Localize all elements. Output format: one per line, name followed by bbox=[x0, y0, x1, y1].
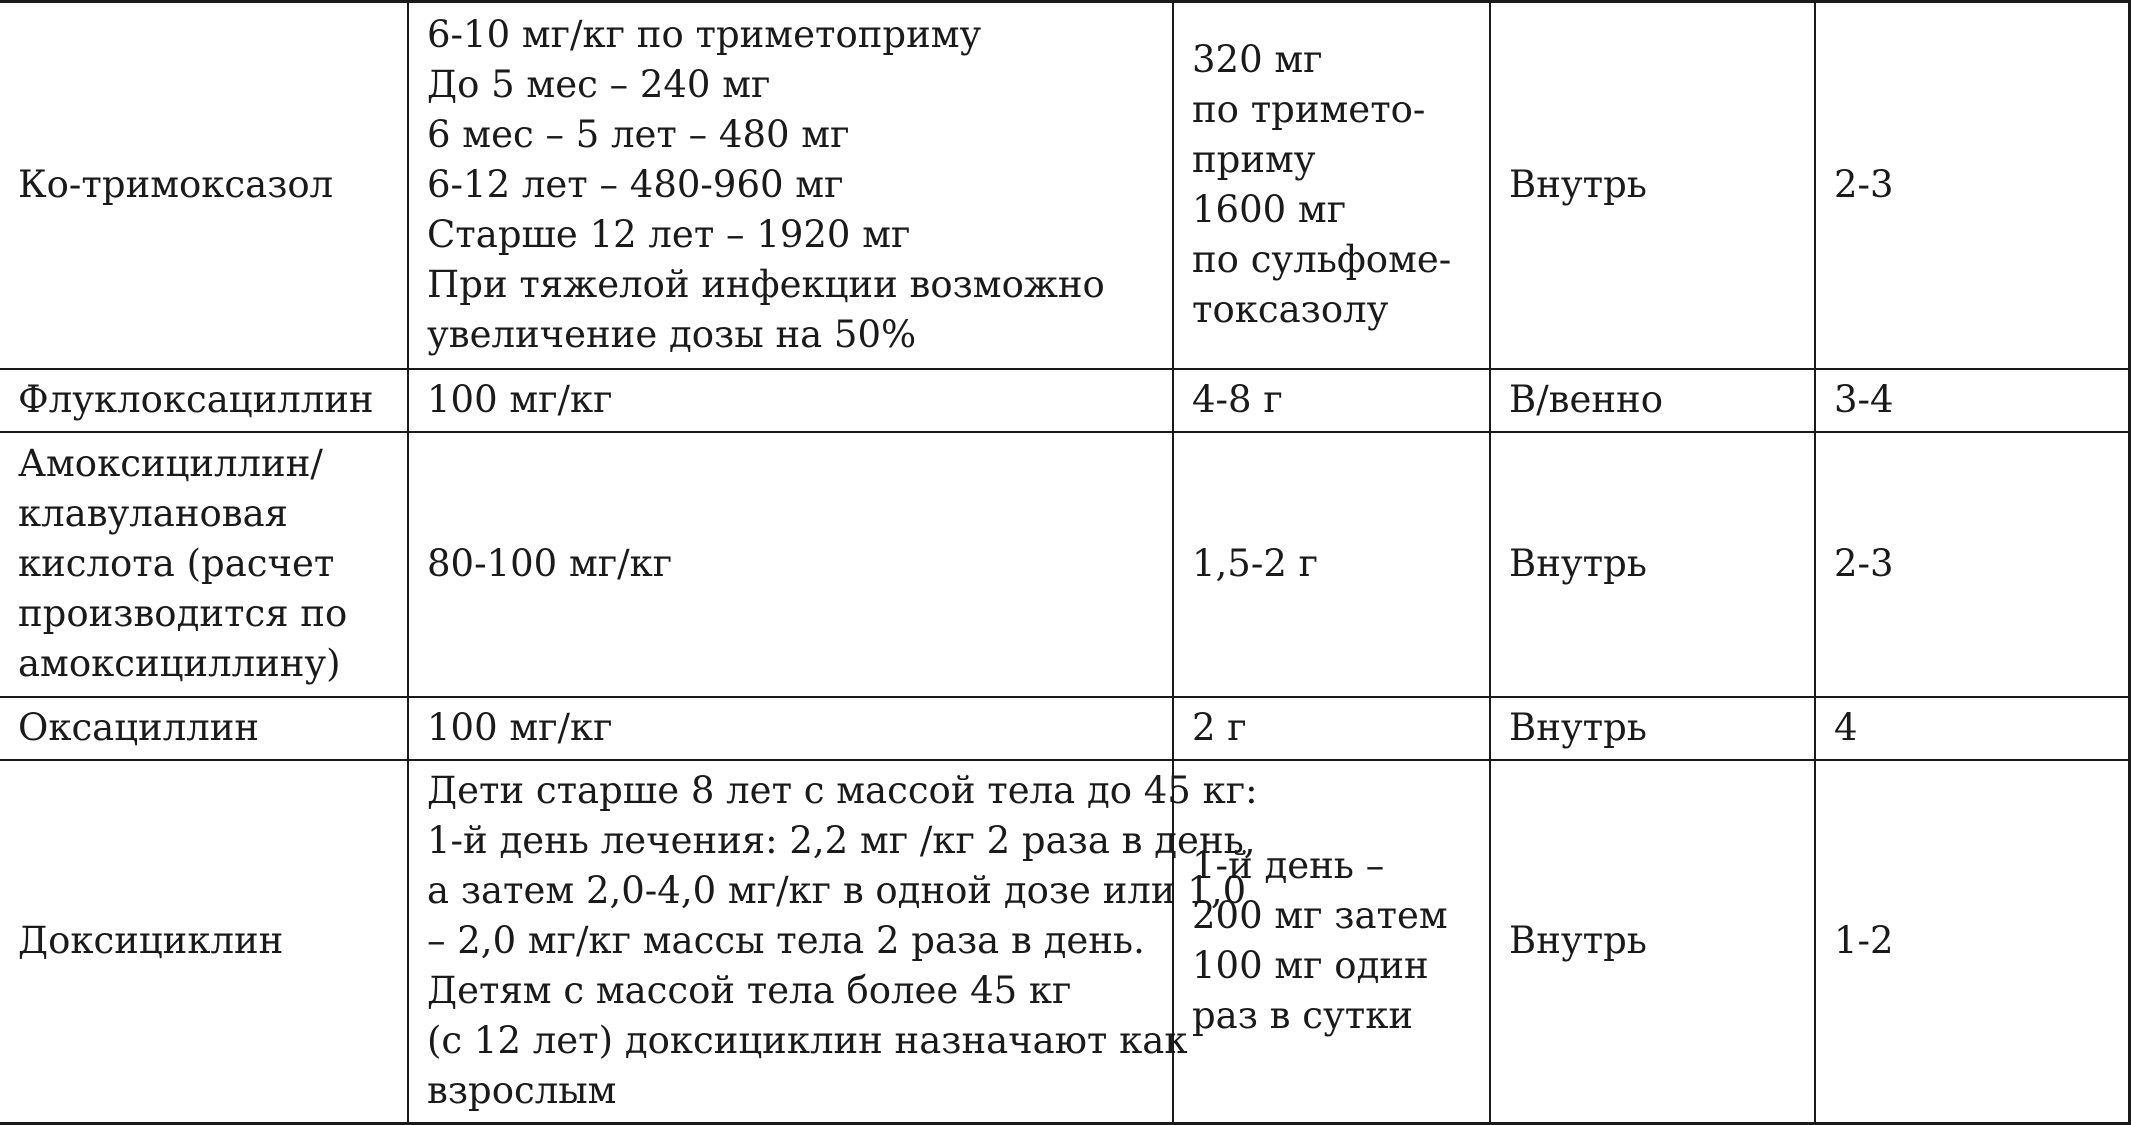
drug-name-line: Оксациллин bbox=[18, 706, 260, 749]
max-dose-text bbox=[1192, 841, 1473, 1041]
dose-text bbox=[427, 10, 1156, 360]
max-dose-line: 100 мг один bbox=[1192, 944, 1429, 988]
frequency-cell bbox=[1815, 2, 2129, 369]
frequency-text: 2-3 bbox=[1834, 542, 1894, 585]
drug-name-line: Доксициклин bbox=[18, 919, 284, 963]
dose-cell bbox=[408, 760, 1258, 1124]
dose-cell bbox=[408, 2, 1173, 369]
dose-line: 80-100 мг/кг bbox=[427, 542, 673, 585]
drug-name-line: кислота (расчет bbox=[18, 542, 335, 585]
dose-line: Детям с массой тела более 45 кг bbox=[427, 969, 1072, 1013]
max-dose-cell bbox=[1173, 697, 1490, 760]
route-cell bbox=[1490, 2, 1815, 369]
drug-name bbox=[18, 916, 391, 966]
dose-text bbox=[427, 766, 1258, 1116]
dose-line: а затем 2,0-4,0 мг/кг в одной дозе или 1,0 bbox=[427, 869, 1247, 913]
max-dose-text bbox=[1192, 703, 1473, 753]
dose-line: – 2,0 мг/кг массы тела 2 раза в день. bbox=[427, 919, 1145, 963]
drug-name bbox=[18, 375, 391, 425]
dose-line: 6 мес – 5 лет – 480 мг bbox=[427, 113, 850, 157]
frequency-cell bbox=[1815, 697, 2129, 760]
max-dose-cell bbox=[1173, 2, 1490, 369]
drug-name bbox=[18, 160, 391, 210]
drug-name-cell bbox=[0, 2, 408, 369]
max-dose-cell bbox=[1173, 760, 1490, 1124]
table-row bbox=[0, 760, 2129, 1124]
max-dose-text bbox=[1192, 539, 1473, 589]
max-dose-line: 1,5-2 г bbox=[1192, 542, 1319, 585]
dose-line: взрослым bbox=[427, 1069, 617, 1113]
max-dose-line: раз в сутки bbox=[1192, 994, 1414, 1038]
drug-name-line: производится по bbox=[18, 592, 348, 635]
frequency-cell bbox=[1815, 760, 2129, 1124]
dose-line: При тяжелой инфекции возможно bbox=[427, 263, 1105, 307]
drug-name-cell bbox=[0, 697, 408, 760]
drug-name bbox=[18, 439, 391, 689]
drug-name-line: клавулановая bbox=[18, 492, 289, 535]
max-dose-line: 4-8 г bbox=[1192, 378, 1283, 421]
dose-cell bbox=[408, 697, 1173, 760]
route-cell bbox=[1490, 432, 1815, 697]
route-cell bbox=[1490, 369, 1815, 432]
frequency-cell bbox=[1815, 432, 2129, 697]
table-row bbox=[0, 432, 2129, 697]
route-text: Внутрь bbox=[1509, 706, 1647, 749]
dose-line: Дети старше 8 лет с массой тела до 45 кг: bbox=[427, 769, 1258, 813]
dose-line: 6-10 мг/кг по триметоприму bbox=[427, 13, 982, 57]
max-dose-line: по сульфоме- bbox=[1192, 238, 1452, 282]
drug-name-line: Флуклоксациллин bbox=[18, 378, 374, 421]
max-dose-line: 320 мг bbox=[1192, 38, 1323, 82]
route-text: В/венно bbox=[1509, 378, 1663, 421]
max-dose-line: 200 мг затем bbox=[1192, 894, 1448, 938]
max-dose-line: токсазолу bbox=[1192, 288, 1389, 332]
table-row bbox=[0, 369, 2129, 432]
drug-name-line: Амоксициллин/ bbox=[18, 442, 323, 485]
dose-line: 1-й день лечения: 2,2 мг /кг 2 раза в день, bbox=[427, 819, 1256, 863]
max-dose-line: приму bbox=[1192, 138, 1316, 182]
max-dose-cell bbox=[1173, 432, 1490, 697]
frequency-text: 2-3 bbox=[1834, 163, 1894, 207]
table-row bbox=[0, 697, 2129, 760]
max-dose-line: по тримето- bbox=[1192, 88, 1426, 132]
frequency-text: 3-4 bbox=[1834, 378, 1894, 421]
frequency-cell bbox=[1815, 369, 2129, 432]
max-dose-text bbox=[1192, 35, 1473, 335]
max-dose-line: 1600 мг bbox=[1192, 188, 1347, 232]
route-text: Внутрь bbox=[1509, 542, 1647, 585]
max-dose-line: 2 г bbox=[1192, 706, 1247, 749]
drug-name-cell bbox=[0, 432, 408, 697]
drug-name-cell bbox=[0, 369, 408, 432]
drug-name-line: Ко-тримоксазол bbox=[18, 163, 334, 207]
dose-cell bbox=[408, 432, 1173, 697]
max-dose-text bbox=[1192, 375, 1473, 425]
max-dose-cell bbox=[1173, 369, 1490, 432]
frequency-text: 4 bbox=[1834, 706, 1858, 749]
drug-name-line: амоксициллину) bbox=[18, 642, 341, 685]
dose-line: 6-12 лет – 480-960 мг bbox=[427, 163, 844, 207]
table-row bbox=[0, 2, 2129, 369]
frequency-text: 1-2 bbox=[1834, 919, 1894, 963]
dose-line: (с 12 лет) доксициклин назначают как bbox=[427, 1019, 1188, 1063]
dose-line: Старше 12 лет – 1920 мг bbox=[427, 213, 911, 257]
drug-name bbox=[18, 703, 391, 753]
dose-text bbox=[427, 703, 1156, 753]
dose-line: До 5 мес – 240 мг bbox=[427, 63, 771, 107]
dose-cell bbox=[408, 369, 1173, 432]
dose-line: 100 мг/кг bbox=[427, 706, 613, 749]
max-dose-line: 1-й день – bbox=[1192, 844, 1385, 888]
route-cell bbox=[1490, 760, 1815, 1124]
drug-name-cell bbox=[0, 760, 408, 1124]
dose-line: 100 мг/кг bbox=[427, 378, 613, 421]
dose-text bbox=[427, 375, 1156, 425]
dose-line: увеличение дозы на 50% bbox=[427, 313, 917, 357]
route-text: Внутрь bbox=[1509, 163, 1647, 207]
route-cell bbox=[1490, 697, 1815, 760]
route-text: Внутрь bbox=[1509, 919, 1647, 963]
dose-text bbox=[427, 539, 1156, 589]
